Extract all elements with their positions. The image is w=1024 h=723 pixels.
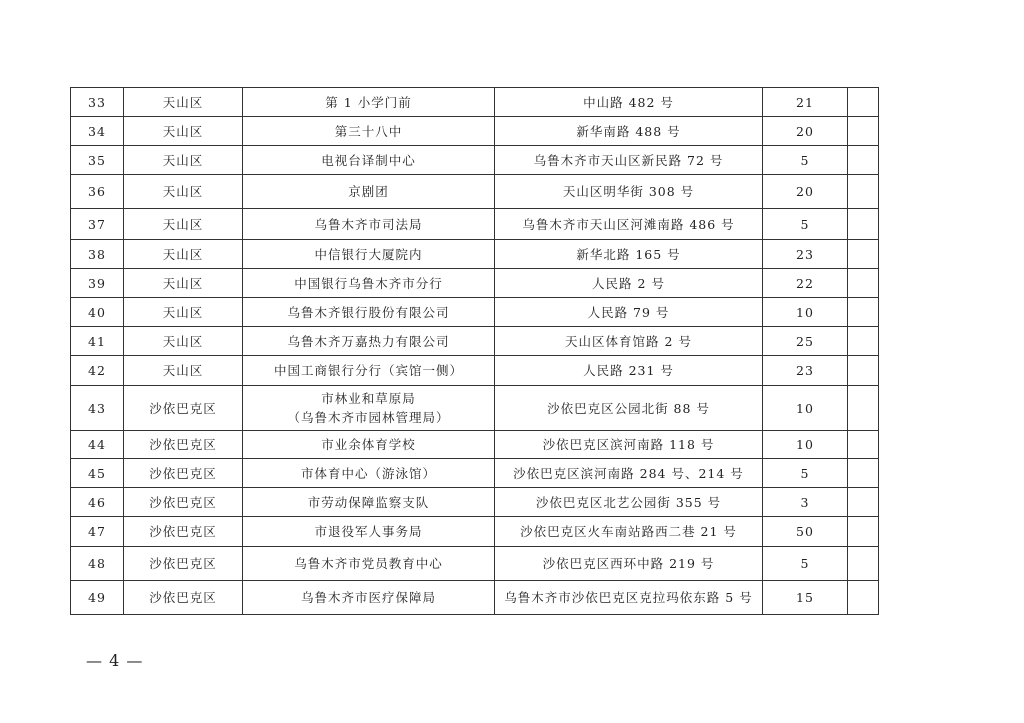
table-row [71,356,879,386]
row-number: 40 [71,298,124,327]
note-cell [848,459,879,488]
row-number: 39 [71,269,124,298]
location-name-line: 市林业和草原局 [321,391,416,406]
note-cell [848,547,879,581]
note-cell [848,175,879,209]
count-cell: 5 [763,146,848,175]
district-cell: 天山区 [124,240,243,269]
address-cell: 人民路 231 号 [495,356,763,386]
note-cell [848,240,879,269]
location-name-cell: 中国银行乌鲁木齐市分行 [243,269,495,298]
district-cell: 沙依巴克区 [124,488,243,517]
count-cell: 25 [763,327,848,356]
count-cell: 15 [763,581,848,615]
address-cell: 人民路 2 号 [495,269,763,298]
location-name-cell: 中国工商银行分行（宾馆一侧） [243,356,495,386]
table-row [71,386,879,431]
table-row [71,581,879,615]
location-name-cell: 京剧团 [243,175,495,209]
location-name-cell: 乌鲁木齐万嘉热力有限公司 [243,327,495,356]
address-cell: 沙依巴克区西环中路 219 号 [495,547,763,581]
location-name-cell: 乌鲁木齐市党员教育中心 [243,547,495,581]
table-row [71,459,879,488]
district-cell: 天山区 [124,117,243,146]
address-cell: 天山区体育馆路 2 号 [495,327,763,356]
address-cell: 沙依巴克区北艺公园街 355 号 [495,488,763,517]
row-number: 43 [71,386,124,431]
note-cell [848,327,879,356]
parking-location-table [70,87,879,615]
table-row [71,175,879,209]
district-cell: 天山区 [124,175,243,209]
row-number: 46 [71,488,124,517]
address-cell: 沙依巴克区滨河南路 118 号 [495,431,763,459]
count-cell: 20 [763,117,848,146]
row-number: 36 [71,175,124,209]
page-number: — 4 — [86,651,144,670]
district-cell: 沙依巴克区 [124,431,243,459]
row-number: 38 [71,240,124,269]
table-row [71,298,879,327]
district-cell: 天山区 [124,327,243,356]
address-cell: 沙依巴克区火车南站路西二巷 21 号 [495,517,763,547]
table-row [71,117,879,146]
row-number: 35 [71,146,124,175]
location-name-cell [243,386,495,431]
location-name-cell: 电视台译制中心 [243,146,495,175]
location-name-cell: 中信银行大厦院内 [243,240,495,269]
row-number: 42 [71,356,124,386]
row-number: 41 [71,327,124,356]
count-cell: 23 [763,356,848,386]
note-cell [848,298,879,327]
address-cell: 人民路 79 号 [495,298,763,327]
note-cell [848,209,879,240]
count-cell: 23 [763,240,848,269]
address-cell: 中山路 482 号 [495,88,763,117]
note-cell [848,269,879,298]
table-row [71,517,879,547]
district-cell: 天山区 [124,269,243,298]
row-number: 49 [71,581,124,615]
count-cell: 5 [763,547,848,581]
district-cell: 沙依巴克区 [124,581,243,615]
note-cell [848,356,879,386]
address-cell: 乌鲁木齐市天山区河滩南路 486 号 [495,209,763,240]
location-name-cell: 乌鲁木齐银行股份有限公司 [243,298,495,327]
count-cell: 5 [763,209,848,240]
location-name-cell: 市业余体育学校 [243,431,495,459]
district-cell: 沙依巴克区 [124,459,243,488]
address-cell: 新华南路 488 号 [495,117,763,146]
count-cell: 20 [763,175,848,209]
note-cell [848,117,879,146]
district-cell: 沙依巴克区 [124,547,243,581]
row-number: 37 [71,209,124,240]
location-name-cell: 乌鲁木齐市司法局 [243,209,495,240]
count-cell: 3 [763,488,848,517]
district-cell: 天山区 [124,298,243,327]
table-row [71,269,879,298]
location-name-cell: 乌鲁木齐市医疗保障局 [243,581,495,615]
district-cell: 沙依巴克区 [124,386,243,431]
count-cell: 50 [763,517,848,547]
district-cell: 天山区 [124,146,243,175]
note-cell [848,581,879,615]
count-cell: 10 [763,431,848,459]
table-row [71,488,879,517]
location-name-cell: 市退役军人事务局 [243,517,495,547]
row-number: 34 [71,117,124,146]
note-cell [848,88,879,117]
note-cell [848,431,879,459]
count-cell: 22 [763,269,848,298]
address-cell: 新华北路 165 号 [495,240,763,269]
district-cell: 天山区 [124,88,243,117]
address-cell: 沙依巴克区公园北街 88 号 [495,386,763,431]
table-row [71,88,879,117]
count-cell: 10 [763,386,848,431]
location-name-cell: 市劳动保障监察支队 [243,488,495,517]
row-number: 47 [71,517,124,547]
address-cell: 乌鲁木齐市天山区新民路 72 号 [495,146,763,175]
count-cell: 21 [763,88,848,117]
row-number: 33 [71,88,124,117]
row-number: 44 [71,431,124,459]
location-name-cell: 第 1 小学门前 [243,88,495,117]
address-cell: 沙依巴克区滨河南路 284 号、214 号 [495,459,763,488]
district-cell: 天山区 [124,356,243,386]
location-name-cell: 第三十八中 [243,117,495,146]
row-number: 45 [71,459,124,488]
note-cell [848,488,879,517]
note-cell [848,517,879,547]
note-cell [848,146,879,175]
table-row [71,146,879,175]
address-cell: 乌鲁木齐市沙依巴克区克拉玛依东路 5 号 [495,581,763,615]
count-cell: 10 [763,298,848,327]
count-cell: 5 [763,459,848,488]
location-name-cell: 市体育中心（游泳馆） [243,459,495,488]
row-number: 48 [71,547,124,581]
address-cell: 天山区明华街 308 号 [495,175,763,209]
table-row [71,327,879,356]
district-cell: 天山区 [124,209,243,240]
table-row [71,431,879,459]
district-cell: 沙依巴克区 [124,517,243,547]
note-cell [848,386,879,431]
table-row [71,547,879,581]
table-row [71,209,879,240]
table-row [71,240,879,269]
location-name-line: （乌鲁木齐市园林管理局） [287,410,450,425]
